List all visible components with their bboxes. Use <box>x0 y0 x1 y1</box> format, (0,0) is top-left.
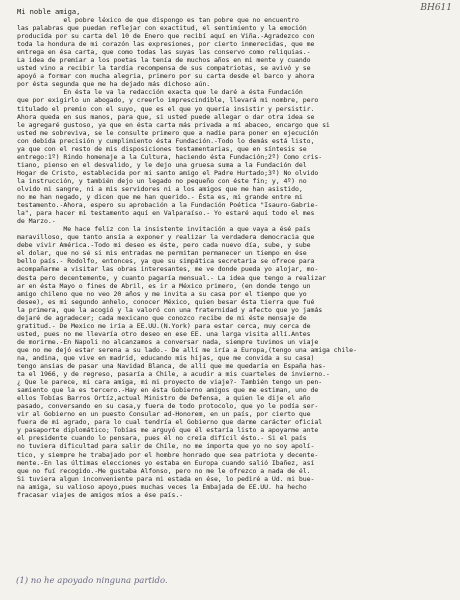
text-line: ta el 1966, y de regreso, pasaría a Chile, a acudir a mis cuarteles de invierno.- <box>17 370 330 379</box>
text-line: ya que con el resto de mis disposiciones testamentarias, que en síntesis se <box>17 144 307 153</box>
text-line: no tuviera dificultad para salir de Chile, no me importa que yo no soy apolí- <box>17 442 315 451</box>
text-line: desta pero decentemente, y cuanto pagaría mensual.- La idea que tengo a realizar <box>17 273 326 282</box>
text-line: tico, y siempre he trabajado por el hombre honrado que sea patriota y decente- <box>17 450 319 459</box>
text-line: fuera de mi agrado, para lo cual tendría el Gobierno que darme carácter oficial <box>17 418 323 427</box>
text-line: el presidente cuando lo pensara, pues él no creía difícil ésto.- Si el país <box>17 434 307 443</box>
handwritten-note: (1) no he apoyado ninguna partido. <box>16 576 168 586</box>
text-line: La idea de premiar a los poetas la tenía de muchos años en mi mente y cuando <box>17 56 311 65</box>
text-line: acompañarme a visitar las obras interesantes, me ve donde pueda yo alojar, mo- <box>17 265 319 274</box>
letter-body <box>17 16 453 499</box>
text-line: debe vivir América.-Todo mi deseo es éste, pero cada nuevo día, sube, y sube <box>17 241 311 250</box>
text-line: producida por su carta del 10 de Enero que recibí aquí en Viña.-Agradezco con <box>17 32 315 41</box>
text-line: amigo chileno que no veo 20 años y me invita a su casa por el tiempo que yo <box>17 289 307 298</box>
text-line: usted me sobreviva, se le consulte primero que a nadie para poner en ejecución <box>17 128 319 137</box>
text-line: tengo ansias de pasar una Navidad Blanca, de allí que me quedaría en España has- <box>17 362 326 371</box>
text-line: toda la hondura de mi corazón las expresiones, por cierto inmerecidas, que me <box>17 40 315 49</box>
text-line: desee), es mi segundo anhelo, conocer México, quien besar ésta tierra que fué <box>17 297 315 306</box>
text-line: pasado, conversando en su casa,y fuera de todo protocolo, que yo le podía ser- <box>17 402 319 411</box>
archive-reference: BH611 <box>420 3 452 13</box>
text-line: usted, pues no me llevaría otro deseo en ese EE. una larga visita allí.Antes <box>17 329 311 338</box>
text-line: Si tuviera algun inconveniente para mi estada en ése, lo pediré a Ud. mi bue- <box>17 474 315 483</box>
text-line: apoyó a formar con mucha alegria, primero por su carta desde el barco y ahora <box>17 72 315 81</box>
text-line: maravilloso, que tanto ansía a exponer y realizar la verdadera democracia que <box>17 233 315 242</box>
text-line: Ahora queda en sus manos, para que, si usted puede allegar o dar otra idea se <box>17 112 315 121</box>
text-line: na, andina, que vive en madrid, educando mis hijas, que me convida a su casa) <box>17 353 315 362</box>
text-line: ar en ésta Mayo o fines de Abril, es ir a México primero, (en donde tengo un <box>17 281 311 290</box>
text-line: titulado el premio con el suyo, que es el que yo quería insistir y persistir. <box>17 104 315 113</box>
text-line: con debida precisión y cumplimiento ésta Fundación.-Todo lo demás está listo, <box>17 136 315 145</box>
text-line: que por exigirlo un abogado, y creerlo imprescindible, llevará mi nombre, pero <box>17 96 319 105</box>
text-line: y pasaporte diplomático; Tobías me arguyó que él estaría listo a apoyarme ante <box>17 426 319 435</box>
text-line: ellos Tobías Barros Ortíz,actual Ministro de Defensa, a quien le dije el año <box>17 394 311 403</box>
text-line: fracasar viajes de amigos míos a ése país.- <box>17 490 184 499</box>
text-line: la instrucción, y también dejo un legado no pequeño con éste fin; y, 4º) no <box>17 176 307 185</box>
text-line: En ésta le va la redacción exacta que le daré a ésta Fundación <box>17 88 303 97</box>
text-line: le agregaré gustoso, ya que en ésta carta más privada a mí abaceo, encargo que si <box>17 120 330 129</box>
text-line: na amiga, su valioso apoyo,pues muchas veces la Embajada de EE.UU. ha hecho <box>17 482 307 491</box>
text-line: entrega en ésa carta, que como todas las suyas las conservo como reliquias.- <box>17 48 311 57</box>
text-line: la", para hacer mi testamento aquí en Valparaíso.- Yo estaré aquí todo el mes <box>17 209 315 218</box>
text-line: la primera, que la acogió y la valoró con una fraternidad y afecto que yo jamás <box>17 305 323 314</box>
text-line: usted vino a recibir la tardía recompensa de sus compatriotas, se avivó y se <box>17 64 311 73</box>
text-line: olvido mi sangre, ni a mis servidores ni a los amigos que me han asistido, <box>17 184 303 193</box>
text-line: testamento.-Ahora, espero su aprobación a la Fundación Poética "Isauro-Gabrie- <box>17 201 319 210</box>
text-line: el pobre léxico de que dispongo es tan pobre que no encuentro <box>17 16 299 24</box>
text-line: samiento que la es tercero.-Hay en ésta Gobierno amigos que me estiman, uno de <box>17 386 319 395</box>
text-line: de morirme.-En Napoli no alcanzamos a conversar nada, siempre tuvimos un viaje <box>17 337 319 346</box>
text-line: mente.-En las últimas elecciones yo estaba en Europa cuando salió Ibañez, así <box>17 458 315 467</box>
text-line: que no me dejó estar serena a su lado.- De allí me iría a Europa,(tengo una amiga chile- <box>17 345 357 354</box>
text-line: gratitud.- De Mexico me iría a EE.UU.(N.York) para estar cerca, muy cerca de <box>17 321 311 330</box>
text-line: Me hace feliz con la insistente invitación a que vaya a ésé país <box>17 225 311 234</box>
text-line: bello país.- Rodolfo, entonces, ya que su simpática secretaria se ofrece para <box>17 257 315 266</box>
salutation: Mi noble amiga, <box>17 7 81 16</box>
text-line: ¿ Que le parece, mi cara amiga, mi mi proyecto de viaje?- También tengo un pen- <box>17 378 323 387</box>
text-line: el dolar, que no sé si mis entradas me permitan permanecer un tiempo en ése <box>17 249 307 258</box>
text-line: que no fuí recogido.-Me gustaba Alfonso, pero no me le ofrezco a nada de él. <box>17 466 311 475</box>
text-line: entrego:1º) Rindo homenaje a la Cultura, haciendo ésta Fundación;2º) Como cris- <box>17 152 323 161</box>
text-line: Hogar de Cristo, establecida por mi santo amigo el Padre Hurtado;3º) No olvido <box>17 168 319 177</box>
text-line: las palabras que puedan reflejar con exactitud, el sentimiento y la emoción <box>17 24 307 33</box>
text-line: por ésta segunda que me ha dejado más dichoso aún. <box>17 80 211 89</box>
text-line: dejaré de agradecer; cada mexicano que conozco recibe de mi éste mensaje de <box>17 313 307 322</box>
text-line: vir al Gobierno en un puesto Consular ad-Honorem, en un país, por cierto que <box>17 410 311 419</box>
text-line: de Marzo.- <box>17 217 56 226</box>
text-line: no me han negado, y dicen que me han querido.- Ésta es, mi grande entre mi <box>17 193 303 202</box>
text-line: tiano, pienso en el desvalido, y le dejo una gruesa suma a la Fundación del <box>17 160 307 169</box>
